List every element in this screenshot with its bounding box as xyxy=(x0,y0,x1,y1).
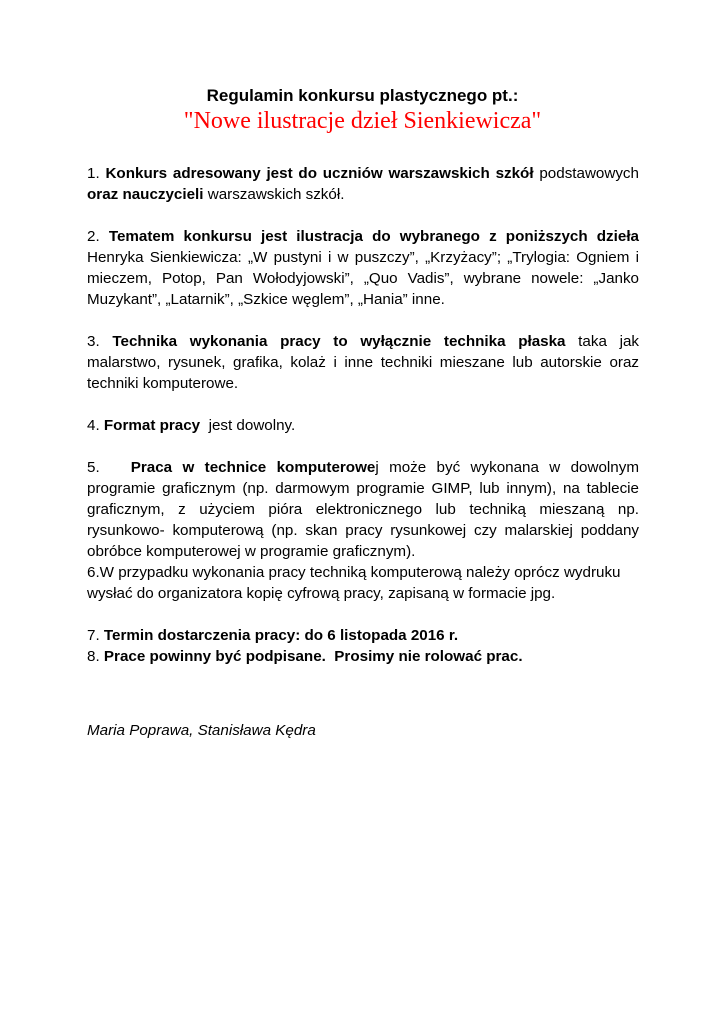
rule-8-bold: Prace powinny być podpisane. Prosimy nie rolować prac. xyxy=(103,648,523,665)
spacer xyxy=(87,604,639,625)
rules-body xyxy=(87,163,639,667)
rule-8 xyxy=(87,646,639,667)
spacer xyxy=(87,310,639,331)
rule-2-bold: Tematem konkursu jest ilustracja do wybranego z poniższych dzieła xyxy=(108,228,639,245)
spacer xyxy=(87,205,639,226)
rule-4-text: jest dowolny. xyxy=(200,417,296,434)
signature: Maria Poprawa, Stanisława Kędra xyxy=(87,722,316,739)
rule-2 xyxy=(87,226,639,310)
rule-1 xyxy=(87,163,639,205)
rule-number: 8. xyxy=(87,648,100,665)
spacer xyxy=(87,394,639,415)
rule-number: 1. xyxy=(87,165,100,182)
rule-7 xyxy=(87,625,639,646)
rule-3-bold: Technika wykonania pracy to wyłącznie technika płaska xyxy=(112,333,566,350)
rule-5-bold: Praca w technice komputerowe xyxy=(130,459,376,476)
rule-1-text-b: warszawskich szkół. xyxy=(203,186,345,203)
rule-number: 5. xyxy=(87,459,100,476)
rule-1-bold-b: oraz nauczycieli xyxy=(87,186,204,203)
rule-number: 4. xyxy=(87,417,100,434)
rule-3-text: taka jak malarstwo, rysunek, grafika, kolaż i inne techniki mieszane lub autorskie oraz techniki komputerowe. xyxy=(87,333,639,392)
rule-7-bold: Termin dostarczenia pracy: do 6 listopada 2016 r. xyxy=(103,627,459,644)
rule-1-bold-a: Konkurs adresowany jest do uczniów warszawskich szkół xyxy=(105,165,534,182)
rule-2-text: Henryka Sienkiewicza: „W pustyni i w puszczy”, „Krzyżacy”; „Trylogia: Ogniem i mieczem, Potop, Pan Wołodyjowski”, „Quo Vadis”, wybrane nowele: „Janko Muzykant”, „Latarnik”, „Szkice węglem”, „Hania” inne. xyxy=(87,249,639,308)
rule-4-bold: Format pracy xyxy=(103,417,201,434)
rule-number: 7. xyxy=(87,627,100,644)
rule-5 xyxy=(87,457,639,562)
rule-1-text-a: podstawowych xyxy=(533,165,639,182)
rule-number: 2. xyxy=(87,228,100,245)
rule-number: 3. xyxy=(87,333,100,350)
rule-6: 6.W przypadku wykonania pracy techniką komputerową należy oprócz wydruku wysłać do organizatora kopię cyfrową pracy, zapisaną w formacie jpg. xyxy=(87,564,621,602)
rule-4 xyxy=(87,415,639,436)
spacer xyxy=(87,436,639,457)
rule-5-text: j może być wykonana w dowolnym programie graficznym (np. darmowym programie GIMP, lub innym), na tablecie graficznym, z użyciem pióra elektronicznego lub techniką mieszaną np. rysunkowo- komputerową (np. skan pracy rysunkowej czy malarskiej poddany obróbce komputerowej w programie graficznym). xyxy=(87,459,639,560)
contest-name: "Nowe ilustracje dzieł Sienkiewicza" xyxy=(183,108,542,134)
document-title: Regulamin konkursu plastycznego pt.: xyxy=(206,86,519,105)
rule-3 xyxy=(87,331,639,394)
